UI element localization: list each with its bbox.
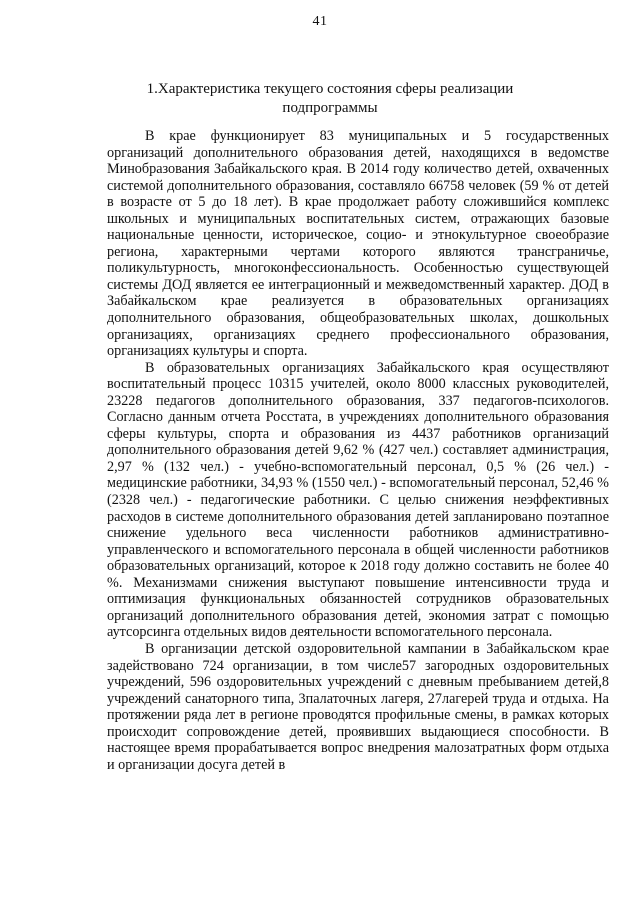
body-text — [107, 128, 609, 773]
paragraph-institutions: В крае функционирует 83 муниципальных и 5 государственных организаций дополнительного образования детей, находящихся в ведомстве Минобразования Забайкальского края. В 2014 году количество детей, охваченных системой дополнительного образования, составляло 66758 человек (59 % от детей в возрасте от 5 до 18 лет). В крае продолжает работу сложившийся комплекс школьных и муниципальных воспитательных систем, отражающих базовые национальные ценности, историческое, социо- и этнокультурное своеобразие региона, характерными чертами которого являются трансграничье, поликультурность, многоконфессиональность. Особенностью существующей системы ДОД является ее интеграционный и межведомственный характер. ДОД в Забайкальском крае реализуется в образовательных организациях дополнительного образования, общеобразовательных школах, дошкольных организациях, организациях среднего профессионального образования, организациях культуры и спорта. — [107, 128, 609, 360]
section-heading: 1.Характеристика текущего состояния сферы реализации подпрограммы — [146, 81, 514, 116]
page-number: 41 — [312, 14, 328, 29]
paragraph-health-campaign: В организации детской оздоровительной кампании в Забайкальском крае задействовано 724 организации, в том числе57 загородных оздоровительных учреждений, 596 оздоровительных учреждений с дневным пребыванием детей,8 учреждений санаторного типа, 3палаточных лагеря, 27лагерей труда и отдыха. На протяжении ряда лет в регионе проводятся профильные смены, в рамках которых происходит сопровождение детей, проявивших выдающиеся способности. В настоящее время прорабатывается вопрос внедрения малозатратных форм отдыха и организации досуга детей в — [107, 640, 609, 773]
paragraph-staff: В образовательных организациях Забайкальского края осуществляют воспитательный процесс 10315 учителей, около 8000 классных руководителей, 23228 педагогов дополнительного образования, 337 педагогов-психологов. Согласно данным отчета Росстата, в учреждениях дополнительного образования сферы культуры, спорта и образования из 4437 работников организаций дополнительного образования детей 9,62 % (427 чел.) составляет администрация, 2,97 % (132 чел.) - учебно-вспомогательный персонал, 0,5 % (26 чел.) - медицинские работники, 34,93 % (1550 чел.) - вспомогательный персонал, 52,46 % (2328 чел.) - педагогические работники. С целью снижения неэффективных расходов в системе дополнительного образования детей запланировано поэтапное снижение удельного веса численности работников административно-управленческого и вспомогательного персонала в общей численности работников образовательных организаций, которое к 2018 году должно составить не более 40 %. Механизмами снижения выступают повышение интенсивности труда и оптимизация функциональных обязанностей сотрудников образовательных организаций дополнительного образования детей, экономия затрат с помощью аутсорсинга отдельных видов деятельности вспомогательного персонала. — [107, 359, 609, 641]
